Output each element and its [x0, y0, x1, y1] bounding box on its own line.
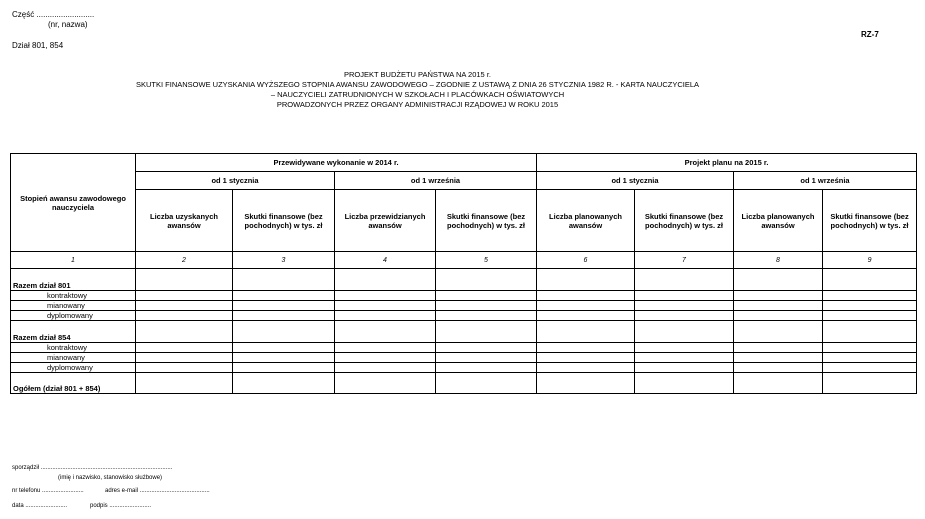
data-cell[interactable] — [233, 373, 335, 394]
data-cell[interactable] — [537, 343, 635, 353]
data-cell[interactable] — [734, 311, 823, 321]
period-sep-2014: od 1 września — [335, 172, 537, 190]
table-row — [11, 269, 917, 291]
col-header-4: Liczba przewidzianych awansów — [335, 190, 436, 252]
col-number: 9 — [823, 252, 917, 269]
budget-table — [10, 153, 917, 394]
group-2014-header: Przewidywane wykonanie w 2014 r. — [136, 154, 537, 172]
data-cell[interactable] — [635, 353, 734, 363]
data-cell[interactable] — [537, 269, 635, 291]
data-cell[interactable] — [233, 353, 335, 363]
data-cell[interactable] — [537, 353, 635, 363]
data-cell[interactable] — [635, 291, 734, 301]
data-cell[interactable] — [136, 343, 233, 353]
data-cell[interactable] — [136, 353, 233, 363]
data-cell[interactable] — [635, 321, 734, 343]
table-row — [11, 343, 917, 353]
data-cell[interactable] — [734, 291, 823, 301]
data-cell[interactable] — [335, 363, 436, 373]
sporzadzil-subtitle: (imię i nazwisko, stanowisko służbowe) — [58, 475, 163, 481]
data-cell[interactable] — [436, 353, 537, 363]
title-line-4: PROWADZONYCH PRZEZ ORGANY ADMINISTRACJI RZĄDOWEJ W ROKU 2015 — [276, 100, 559, 109]
data-cell[interactable] — [635, 301, 734, 311]
data-cell[interactable] — [233, 311, 335, 321]
data-cell[interactable] — [823, 301, 917, 311]
data-cell[interactable] — [635, 269, 734, 291]
data-cell[interactable] — [136, 301, 233, 311]
data-cell[interactable] — [635, 343, 734, 353]
row-label-ogolem: Ogółem (dział 801 + 854) — [11, 373, 136, 394]
row-header-cell: Stopień awansu zawodowego nauczyciela — [11, 154, 136, 252]
row-label-kontraktowy-854: kontraktowy — [11, 343, 136, 353]
row-label-mianowany-854: mianowany — [11, 353, 136, 363]
title-line-2: SKUTKI FINANSOWE UZYSKANIA WYŻSZEGO STOPNIA AWANSU ZAWODOWEGO – ZGODNIE Z USTAWĄ Z DNIA 26 STYCZNIA 1982 R. - KARTA NAUCZYCIELA — [135, 80, 699, 89]
row-label-razem-854: Razem dział 854 — [11, 321, 136, 343]
data-cell[interactable] — [436, 269, 537, 291]
col-number: 7 — [635, 252, 734, 269]
email-field[interactable]: adres e-mail .......................................... — [105, 488, 210, 494]
data-cell[interactable] — [136, 373, 233, 394]
col-number: 2 — [136, 252, 233, 269]
data-cell[interactable] — [436, 343, 537, 353]
col-number: 4 — [335, 252, 436, 269]
data-cell[interactable] — [823, 363, 917, 373]
table-row — [11, 311, 917, 321]
data-cell[interactable] — [335, 353, 436, 363]
col-header-2: Liczba uzyskanych awansów — [136, 190, 233, 252]
data-cell[interactable] — [635, 311, 734, 321]
data-cell[interactable] — [335, 269, 436, 291]
period-jan-2014: od 1 stycznia — [136, 172, 335, 190]
data-cell[interactable] — [436, 363, 537, 373]
data-cell[interactable] — [537, 291, 635, 301]
table-row — [11, 353, 917, 363]
data-cell[interactable] — [823, 291, 917, 301]
row-label-mianowany-801: mianowany — [11, 301, 136, 311]
czesc-field: Część .......................... — [12, 10, 95, 19]
data-cell[interactable] — [823, 343, 917, 353]
data-cell[interactable] — [233, 301, 335, 311]
data-cell[interactable] — [335, 343, 436, 353]
data-cell[interactable] — [335, 373, 436, 394]
data-cell[interactable] — [136, 363, 233, 373]
data-cell[interactable] — [136, 311, 233, 321]
title-line-1: PROJEKT BUDŻETU PAŃSTWA NA 2015 r. — [344, 70, 491, 79]
data-cell[interactable] — [335, 321, 436, 343]
data-cell[interactable] — [537, 311, 635, 321]
data-cell[interactable] — [823, 311, 917, 321]
data-cell[interactable] — [734, 321, 823, 343]
col-number: 1 — [11, 252, 136, 269]
dzial-label: Dział 801, 854 — [12, 41, 64, 50]
data-cell[interactable] — [233, 321, 335, 343]
data-cell[interactable] — [436, 301, 537, 311]
col-number: 6 — [537, 252, 635, 269]
phone-field[interactable]: nr telefonu ......................... — [12, 488, 84, 494]
signature-field[interactable]: podpis ......................... — [90, 503, 152, 509]
data-cell[interactable] — [233, 269, 335, 291]
data-cell[interactable] — [635, 373, 734, 394]
data-cell[interactable] — [823, 269, 917, 291]
data-cell[interactable] — [233, 363, 335, 373]
data-cell[interactable] — [823, 321, 917, 343]
col-number: 3 — [233, 252, 335, 269]
data-cell[interactable] — [537, 363, 635, 373]
col-number: 5 — [436, 252, 537, 269]
data-cell[interactable] — [823, 373, 917, 394]
data-cell[interactable] — [635, 363, 734, 373]
data-cell[interactable] — [734, 301, 823, 311]
date-field[interactable]: data ......................... — [12, 503, 68, 509]
col-header-9: Skutki finansowe (bez pochodnych) w tys. zł — [823, 190, 917, 252]
data-cell[interactable] — [823, 353, 917, 363]
data-cell[interactable] — [335, 291, 436, 301]
data-cell[interactable] — [335, 301, 436, 311]
data-cell[interactable] — [734, 363, 823, 373]
data-cell[interactable] — [436, 311, 537, 321]
data-cell[interactable] — [136, 321, 233, 343]
table-row — [11, 363, 917, 373]
row-label-dyplomowany-801: dyplomowany — [11, 311, 136, 321]
data-cell[interactable] — [734, 353, 823, 363]
data-cell[interactable] — [537, 373, 635, 394]
data-cell[interactable] — [734, 269, 823, 291]
data-cell[interactable] — [537, 301, 635, 311]
data-cell[interactable] — [537, 321, 635, 343]
data-cell[interactable] — [734, 373, 823, 394]
title-line-3: – NAUCZYCIELI ZATRUDNIONYCH W SZKOŁACH I PLACÓWKACH OŚWIATOWYCH — [270, 90, 565, 99]
table-row — [11, 301, 917, 311]
data-cell[interactable] — [335, 311, 436, 321]
data-cell[interactable] — [436, 291, 537, 301]
data-cell[interactable] — [436, 321, 537, 343]
col-header-5: Skutki finansowe (bez pochodnych) w tys. zł — [436, 190, 537, 252]
col-header-8: Liczba planowanych awansów — [734, 190, 823, 252]
data-cell[interactable] — [233, 343, 335, 353]
row-label-razem-801: Razem dział 801 — [11, 269, 136, 291]
form-code: RZ-7 — [861, 30, 879, 39]
data-cell[interactable] — [436, 373, 537, 394]
period-jan-2015: od 1 stycznia — [537, 172, 734, 190]
czesc-subtitle: (nr, nazwa) — [48, 20, 88, 29]
sporzadzil-field[interactable]: sporządził ............................................................................... — [12, 465, 173, 471]
row-label-kontraktowy-801: kontraktowy — [11, 291, 136, 301]
table-row — [11, 321, 917, 343]
col-number: 8 — [734, 252, 823, 269]
data-cell[interactable] — [734, 343, 823, 353]
col-header-6: Liczba planowanych awansów — [537, 190, 635, 252]
row-label-dyplomowany-854: dyplomowany — [11, 363, 136, 373]
table-row — [11, 291, 917, 301]
data-cell[interactable] — [233, 291, 335, 301]
col-header-3: Skutki finansowe (bez pochodnych) w tys. zł — [233, 190, 335, 252]
col-header-7: Skutki finansowe (bez pochodnych) w tys. zł — [635, 190, 734, 252]
data-cell[interactable] — [136, 291, 233, 301]
group-2015-header: Projekt planu na 2015 r. — [537, 154, 917, 172]
data-cell[interactable] — [136, 269, 233, 291]
period-sep-2015: od 1 września — [734, 172, 917, 190]
table-row — [11, 373, 917, 394]
